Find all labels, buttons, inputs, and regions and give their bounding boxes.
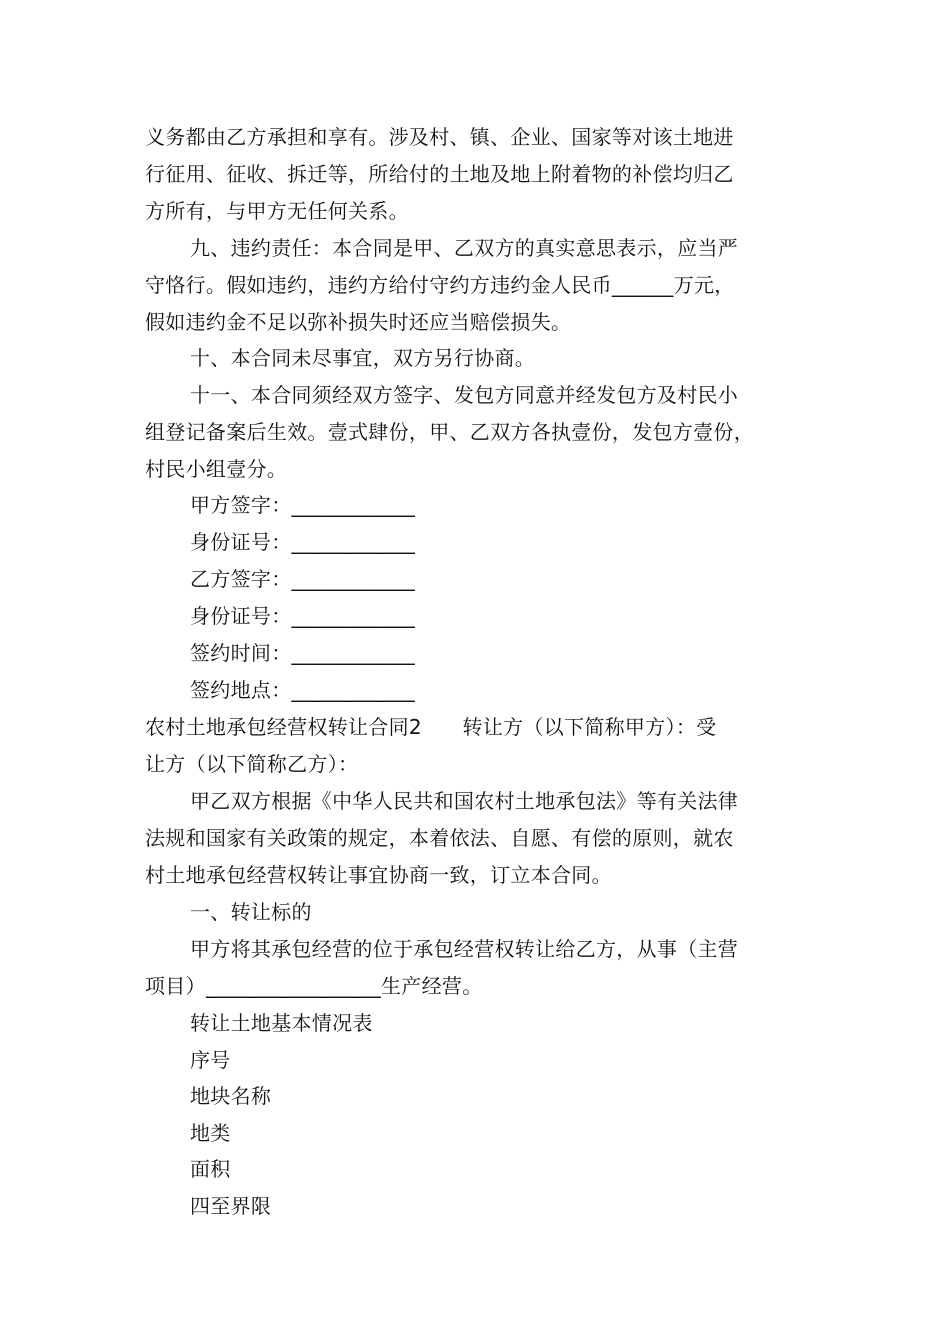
paragraph-line: 法规和国家有关政策的规定，本着依法、自愿、有偿的原则，就农 <box>145 826 734 850</box>
paragraph-line: 村民小组壹分。 <box>145 457 288 481</box>
table-field-label: 序号 <box>190 1048 231 1072</box>
paragraph-line: 假如违约金不足以弥补损失时还应当赔偿损失。 <box>145 310 572 334</box>
paragraph-line: 十一、本合同须经双方签字、发包方同意并经发包方及村民小 <box>190 383 739 407</box>
signature-line: 身份证号：____________ <box>190 604 416 628</box>
paragraph-line: 九、违约责任：本合同是甲、乙双方的真实意思表示，应当严 <box>190 236 739 260</box>
table-field-label: 四至界限 <box>190 1194 272 1218</box>
paragraph-line: 甲乙双方根据《中华人民共和国农村土地承包法》等有关法律 <box>190 789 739 813</box>
table-field-label: 地类 <box>190 1121 231 1145</box>
paragraph-line: 义务都由乙方承担和享有。涉及村、镇、企业、国家等对该土地进 <box>145 125 734 149</box>
signature-line: 乙方签字：____________ <box>190 567 416 591</box>
signature-line: 身份证号：____________ <box>190 530 416 554</box>
signature-line: 签约时间：____________ <box>190 641 416 665</box>
signature-line: 甲方签字：____________ <box>190 493 416 517</box>
signature-line: 签约地点：____________ <box>190 678 416 702</box>
paragraph-line: 方所有，与甲方无任何关系。 <box>145 199 409 223</box>
paragraph-line: 甲方将其承包经营的位于承包经营权转让给乙方，从事（主营 <box>190 937 739 961</box>
paragraph-line: 项目）_________________生产经营。 <box>145 974 483 998</box>
table-caption: 转让土地基本情况表 <box>190 1011 373 1035</box>
section-title-line: 农村土地承包经营权转让合同2 转让方（以下简称甲方）：受 <box>145 715 717 739</box>
paragraph-line: 让方（以下简称乙方）： <box>145 752 359 776</box>
paragraph-line: 行征用、征收、拆迁等，所给付的土地及地上附着物的补偿均归乙 <box>145 162 734 186</box>
table-field-label: 地块名称 <box>190 1084 272 1108</box>
paragraph-line: 村土地承包经营权转让事宜协商一致，订立本合同。 <box>145 863 612 887</box>
paragraph-line: 组登记备案后生效。壹式肆份，甲、乙双方各执壹份，发包方壹份， <box>145 420 754 444</box>
paragraph-line: 十、本合同未尽事宜，双方另行协商。 <box>190 346 536 370</box>
clause-heading: 一、转让标的 <box>190 900 312 924</box>
table-field-label: 面积 <box>190 1157 231 1181</box>
paragraph-line: 守恪行。假如违约，违约方给付守约方违约金人民币______万元， <box>145 273 735 297</box>
